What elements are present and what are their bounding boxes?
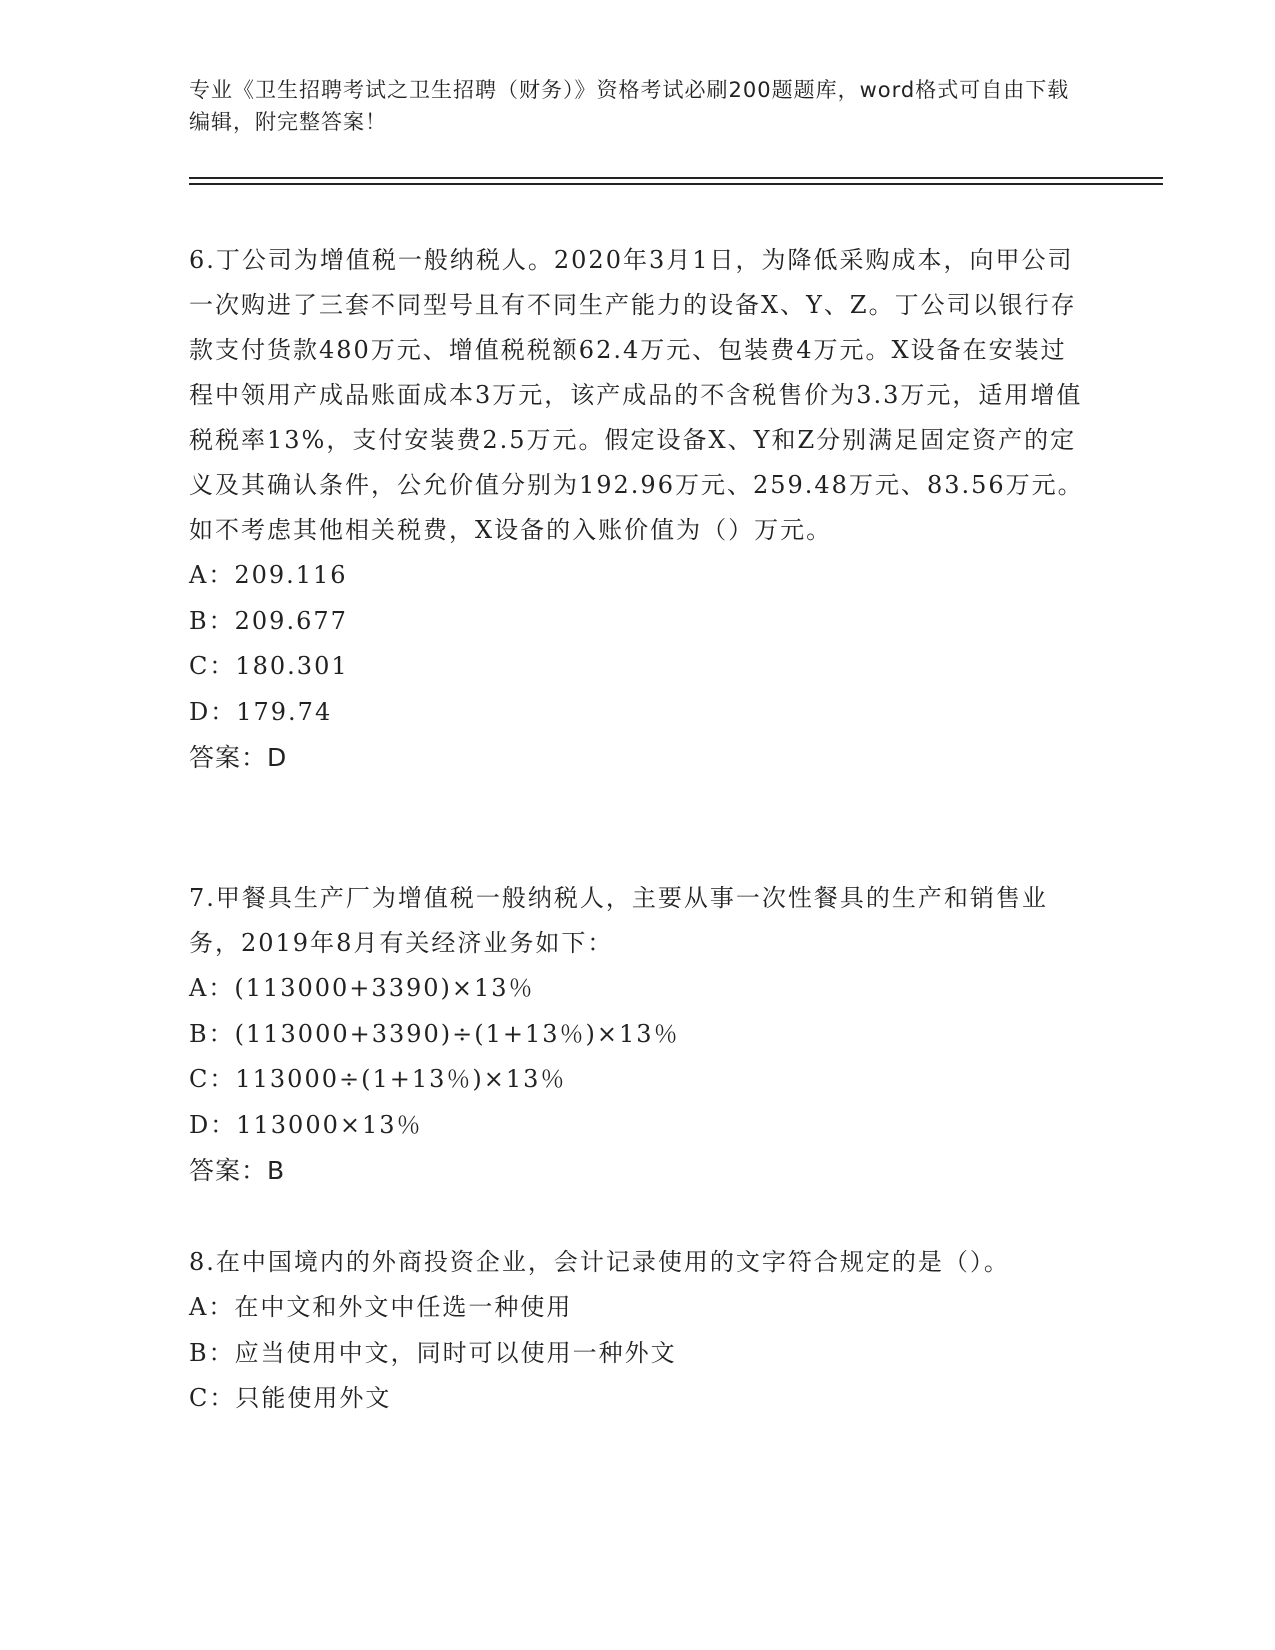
option-c: C：113000÷(1+13％)×13％ <box>189 1065 567 1093</box>
option-c: C：180.301 <box>189 652 349 680</box>
answer: 答案：D <box>189 743 288 772</box>
question-text: 6.丁公司为增值税一般纳税人。2020年3月1日，为降低采购成本，向甲公司一次购进了三套不同型号且有不同生产能力的设备X、Y、Z。丁公司以银行存款支付货款480万元、增值税税额62.4万元、包装费4万元。X设备在安装过程中领用产成品账面成本3万元，该产成品的不含税售价为3.3万元，适用增值税税率13%，支付安装费2.5万元。假定设备X、Y和Z分别满足固定资产的定义及其确认条件，公允价值分别为192.96万元、259.48万元、83.56万元。如不考虑其他相关税费，X设备的入账价值为（）万元。 <box>189 246 1084 544</box>
option-d: D：179.74 <box>189 697 333 726</box>
option-b: B：(113000+3390)÷(1+13％)×13％ <box>189 1019 680 1048</box>
header-divider-bottom <box>189 183 1163 185</box>
question-text: 7.甲餐具生产厂为增值税一般纳税人，主要从事一次性餐具的生产和销售业务，2019年8月有关经济业务如下： <box>189 884 1048 957</box>
question-8 <box>189 1240 1089 1422</box>
option-a: A：(113000+3390)×13％ <box>189 974 535 1002</box>
answer: 答案：B <box>189 1156 286 1185</box>
question-6 <box>189 238 1089 780</box>
header-title: 专业《卫生招聘考试之卫生招聘（财务）》资格考试必刷200题题库，word格式可自由下载编辑，附完整答案！ <box>189 78 1070 134</box>
option-d: D：113000×13％ <box>189 1110 423 1139</box>
option-c: C：只能使用外文 <box>189 1384 392 1412</box>
option-b: B：应当使用中文，同时可以使用一种外文 <box>189 1338 677 1367</box>
question-text: 8.在中国境内的外商投资企业，会计记录使用的文字符合规定的是（）。 <box>189 1248 1010 1276</box>
option-a: A：在中文和外文中任选一种使用 <box>189 1293 573 1321</box>
header-divider-top <box>189 177 1163 179</box>
option-a: A：209.116 <box>189 561 348 589</box>
option-b: B：209.677 <box>189 606 348 635</box>
question-7 <box>189 876 1089 1193</box>
document-header <box>189 74 1079 138</box>
